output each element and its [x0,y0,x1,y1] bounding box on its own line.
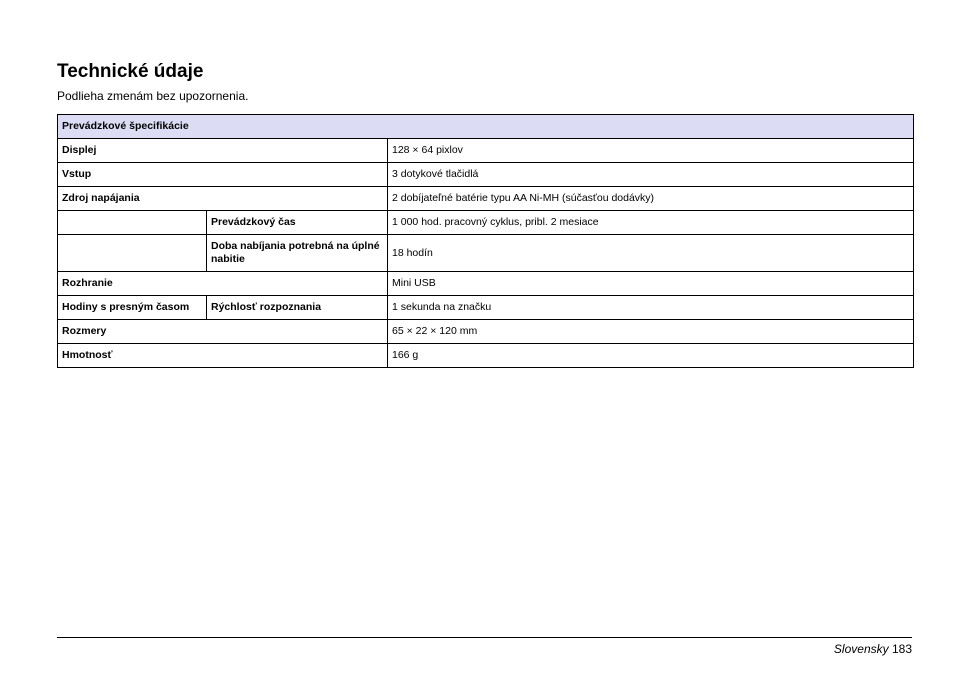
row-label-empty [58,235,207,272]
page-footer [834,642,912,656]
table-row [58,296,914,320]
footer-divider [57,637,912,638]
row-sublabel: Rýchlosť rozpoznania [207,296,388,320]
page-number: 183 [891,642,912,656]
table-row [58,187,914,211]
row-value: 65 × 22 × 120 mm [388,320,914,344]
footer-language: Slovensky [833,642,889,656]
row-sublabel: Prevádzkový čas [207,211,388,235]
row-value: 166 g [388,344,914,368]
row-label-empty [58,211,207,235]
row-value: 1 000 hod. pracovný cyklus, pribl. 2 mesiace [388,211,914,235]
page-title: Technické údaje [57,61,204,82]
page-subtitle: Podlieha zmenám bez upozornenia. [57,89,249,103]
table-row [58,344,914,368]
table-row [58,139,914,163]
row-label: Zdroj napájania [58,187,388,211]
row-value: 128 × 64 pixlov [388,139,914,163]
row-label: Hodiny s presným časom [58,296,207,320]
table-row [58,320,914,344]
row-value: 18 hodín [388,235,914,272]
row-value: 3 dotykové tlačidlá [388,163,914,187]
table-header: Prevádzkové špecifikácie [58,115,914,139]
row-value: Mini USB [388,272,914,296]
row-value: 1 sekunda na značku [388,296,914,320]
row-sublabel: Doba nabíjania potrebná na úplné nabitie [207,235,388,272]
row-label: Displej [58,139,388,163]
row-label: Vstup [58,163,388,187]
table-row [58,272,914,296]
row-value: 2 dobíjateľné batérie typu AA Ni-MH (súčasťou dodávky) [388,187,914,211]
specifications-table [57,114,914,368]
table-row [58,235,914,272]
row-label: Hmotnosť [58,344,388,368]
table-header-row [58,115,914,139]
row-label: Rozmery [58,320,388,344]
table-row [58,163,914,187]
row-label: Rozhranie [58,272,388,296]
table-row [58,211,914,235]
